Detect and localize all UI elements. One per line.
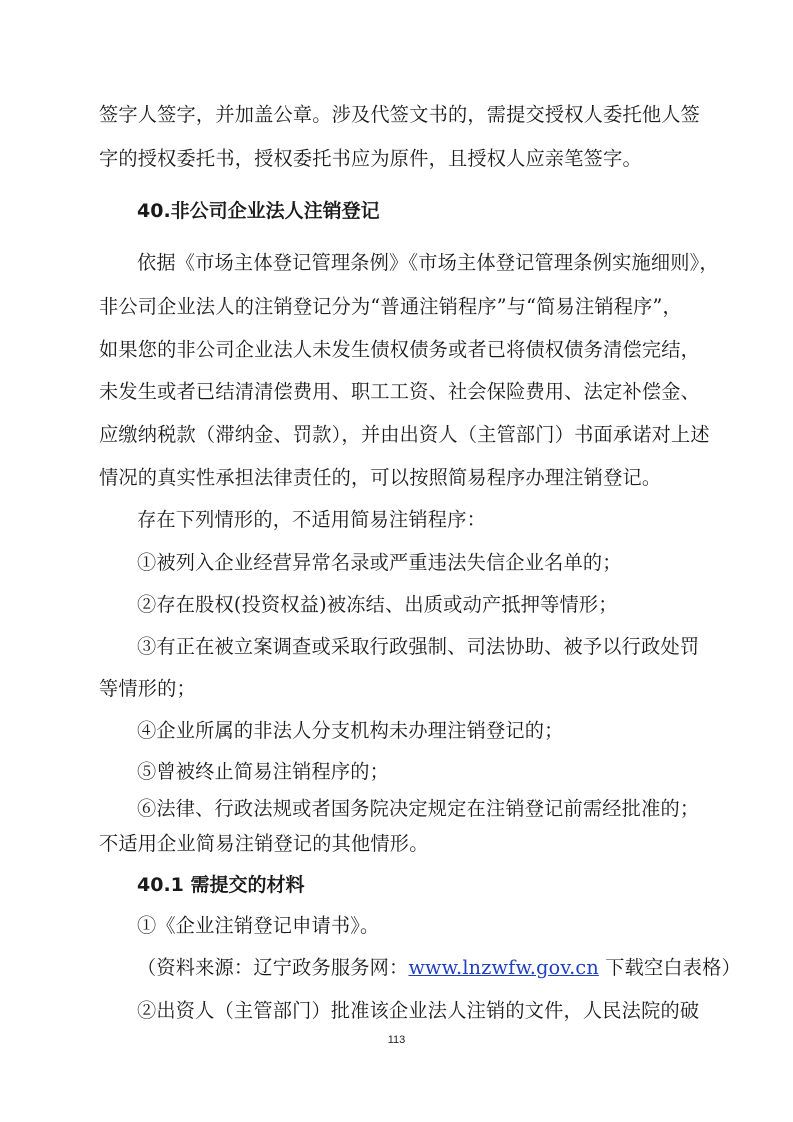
list-item: ②存在股权(投资权益)被冻结、出质或动产抵押等情形； [137,593,618,616]
source-line [137,956,741,980]
page-number: 113 [387,1034,406,1046]
section-heading-40-1: 40.1 需提交的材料 [137,874,305,896]
paragraph-line: 未发生或者已结清清偿费用、职工工资、社会保险费用、法定补偿金、 [99,380,701,403]
source-prefix: （资料来源：辽宁政务服务网： [137,956,409,979]
paragraph-line: 存在下列情形的，不适用简易注销程序： [137,508,486,531]
source-suffix: 下载空白表格） [598,956,741,979]
source-link[interactable]: www.lnzwfw.gov.cn [408,956,599,979]
list-item: ③有正在被立案调查或采取行政强制、司法协助、被予以行政处罚 [137,635,700,658]
list-item-continued: 不适用企业简易注销登记的其他情形。 [99,832,429,855]
paragraph-line: 应缴纳税款（滞纳金、罚款），并由出资人（主管部门）书面承诺对上述 [99,423,710,446]
list-item-continued: 等情形的； [99,677,196,700]
list-item: ④企业所属的非法人分支机构未办理注销登记的； [137,719,564,742]
list-item: ⑤曾被终止简易注销程序的； [137,760,390,783]
paragraph-line: 非公司企业法人的注销登记分为“普通注销程序”与“简易注销程序”， [99,295,682,318]
materials-item: ②出资人（主管部门）批准该企业法人注销的文件，人民法院的破 [137,999,700,1022]
intro-line-2: 字的授权委托书，授权委托书应为原件，且授权人应亲笔签字。 [99,147,642,170]
section-heading-40: 40.非公司企业法人注销登记 [137,200,380,222]
list-item: ⑥法律、行政法规或者国务院决定规定在注销登记前需经批准的； [137,797,700,820]
paragraph-line: 如果您的非公司企业法人未发生债权债务或者已将债权债务清偿完结， [99,338,701,361]
paragraph-line: 情况的真实性承担法律责任的，可以按照简易程序办理注销登记。 [99,466,662,489]
materials-item: ①《企业注销登记申请书》。 [137,914,380,937]
paragraph-line: 依据《市场主体登记管理条例》《市场主体登记管理条例实施细则》， [137,251,719,274]
list-item: ①被列入企业经营异常名录或严重违法失信企业名单的； [137,551,622,574]
intro-line-1: 签字人签字，并加盖公章。涉及代签文书的，需提交授权人委托他人签 [99,103,701,126]
